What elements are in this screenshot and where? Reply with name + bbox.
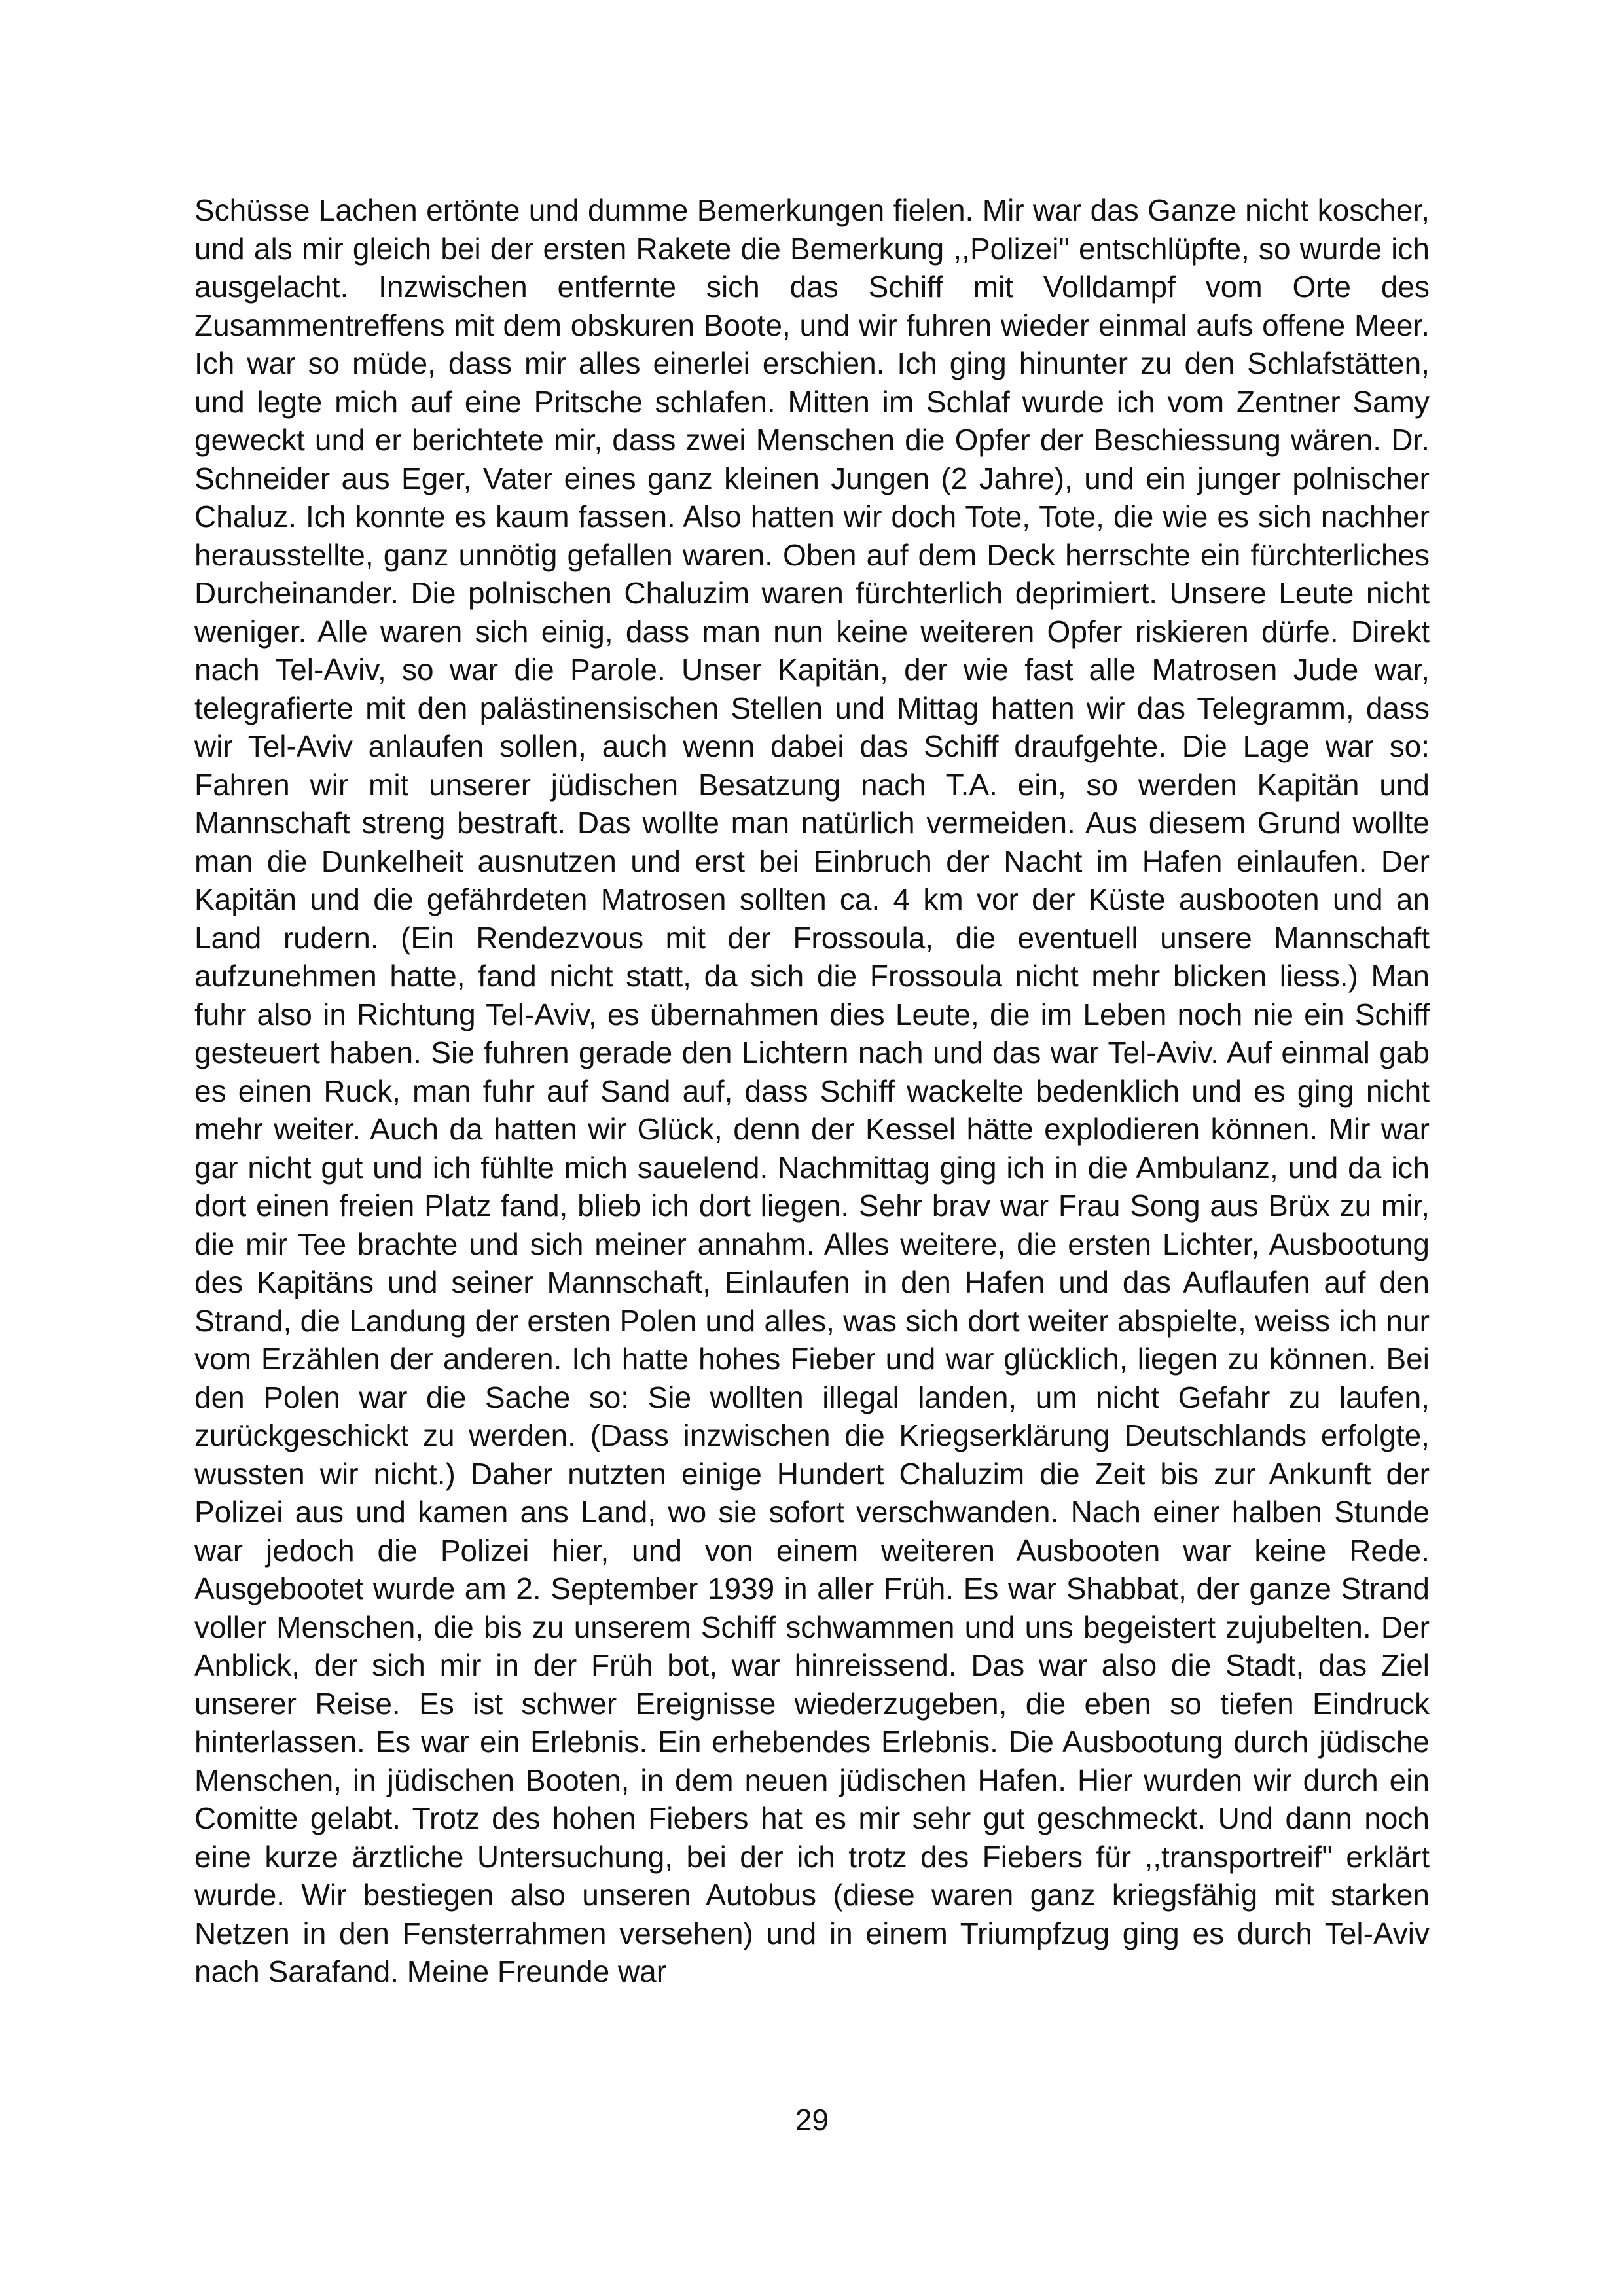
page-number: 29 (795, 2103, 829, 2137)
body-paragraph: Schüsse Lachen ertönte und dumme Bemerkungen fielen. Mir war das Ganze nicht koscher, und als mir gleich bei der ersten Rakete die Bemerkung ,,Polizei" entschlüpfte, so wurde ich ausgelacht. Inzwischen entfernte sich das Schiff mit Volldampf vom Orte des Zusammentreffens mit dem obskuren Boote, und wir fuhren wieder einmal aufs offene Meer. Ich war so müde, dass mir alles einerlei erschien. Ich ging hinunter zu den Schlafstätten, und legte mich auf eine Pritsche schlafen. Mitten im Schlaf wurde ich vom Zentner Samy geweckt und er berichtete mir, dass zwei Menschen die Opfer der Beschiessung wären. Dr. Schneider aus Eger, Vater eines ganz kleinen Jungen (2 Jahre), und ein junger polnischer Chaluz. Ich konnte es kaum fassen. Also hatten wir doch Tote, Tote, die wie es sich nachher herausstellte, ganz unnötig gefallen waren. Oben auf dem Deck herrschte ein fürchterliches Durcheinander. Die polnischen Chaluzim waren fürchterlich deprimiert. Unsere Leute nicht weniger. Alle waren sich einig, dass man nun keine weiteren Opfer riskieren dürfe. Direkt nach Tel-Aviv, so war die Parole. Unser Kapitän, der wie fast alle Matrosen Jude war, telegrafierte mit den palästinensischen Stellen und Mittag hatten wir das Telegramm, dass wir Tel-Aviv anlaufen sollen, auch wenn dabei das Schiff draufgehte. Die Lage war so: Fahren wir mit unserer jüdischen Besatzung nach T.A. ein, so werden Kapitän und Mannschaft streng bestraft. Das wollte man natürlich vermeiden. Aus diesem Grund wollte man die Dunkelheit ausnutzen und erst bei Einbruch der Nacht im Hafen einlaufen. Der Kapitän und die gefährdeten Matrosen sollten ca. 4 km vor der Küste ausbooten und an Land rudern. (Ein Rendezvous mit der Frossoula, die eventuell unsere Mannschaft aufzunehmen hatte, fand nicht statt, da sich die Frossoula nicht mehr blicken liess.) Man fuhr also in Richtung Tel-Aviv, es übernahmen dies Leute, die im Leben noch nie ein Schiff gesteuert haben. Sie fuhren gerade den Lichtern nach und das war Tel-Aviv. Auf einmal gab es einen Ruck, man fuhr auf Sand auf, dass Schiff wackelte bedenklich und es ging nicht mehr weiter. Auch da hatten wir Glück, denn der Kessel hätte explodieren können. Mir war gar nicht gut und ich fühlte mich sauelend. Nachmittag ging ich in die Ambulanz, und da ich dort einen freien Platz fand, blieb ich dort liegen. Sehr brav war Frau Song aus Brüx zu mir, die mir Tee brachte und sich meiner annahm. Alles weitere, die ersten Lichter, Ausbootung des Kapitäns und seiner Mannschaft, Einlaufen in den Hafen und das Auflaufen auf den Strand, die Landung der ersten Polen und alles, was sich dort weiter abspielte, weiss ich nur vom Erzählen der anderen. Ich hatte hohes Fieber und war glücklich, liegen zu können. Bei den Polen war die Sache so: Sie wollten illegal landen, um nicht Gefahr zu laufen, zurückgeschickt zu werden. (Dass inzwischen die Kriegserklärung Deutschlands erfolgte, wussten wir nicht.) Daher nutzten einige Hundert Chaluzim die Zeit bis zur Ankunft der Polizei aus und kamen ans Land, wo sie sofort verschwanden. Nach einer halben Stunde war jedoch die Polizei hier, und von einem weiteren Ausbooten war keine Rede. Ausgebootet wurde am 2. September 1939 in aller Früh. Es war Shabbat, der ganze Strand voller Menschen, die bis zu unserem Schiff schwammen und uns begeistert zujubelten. Der Anblick, der sich mir in der Früh bot, war hinreissend. Das war also die Stadt, das Ziel unserer Reise. Es ist schwer Ereignisse wiederzugeben, die eben so tiefen Eindruck hinterlassen. Es war ein Erlebnis. Ein erhebendes Erlebnis. Die Ausbootung durch jüdische Menschen, in jüdischen Booten, in dem neuen jüdischen Hafen. Hier wurden wir durch ein Comitte gelabt. Trotz des hohen Fiebers hat es mir sehr gut geschmeckt. Und dann noch eine kurze ärztliche Untersuchung, bei der ich trotz des Fiebers für ,,transportreif" erklärt wurde. Wir bestiegen also unseren Autobus (diese waren ganz kriegsfähig mit starken Netzen in den Fensterrahmen versehen) und in einem Triumpfzug ging es durch Tel-Aviv nach Sarafand. Meine Freunde war (194, 193, 1430, 1988)
